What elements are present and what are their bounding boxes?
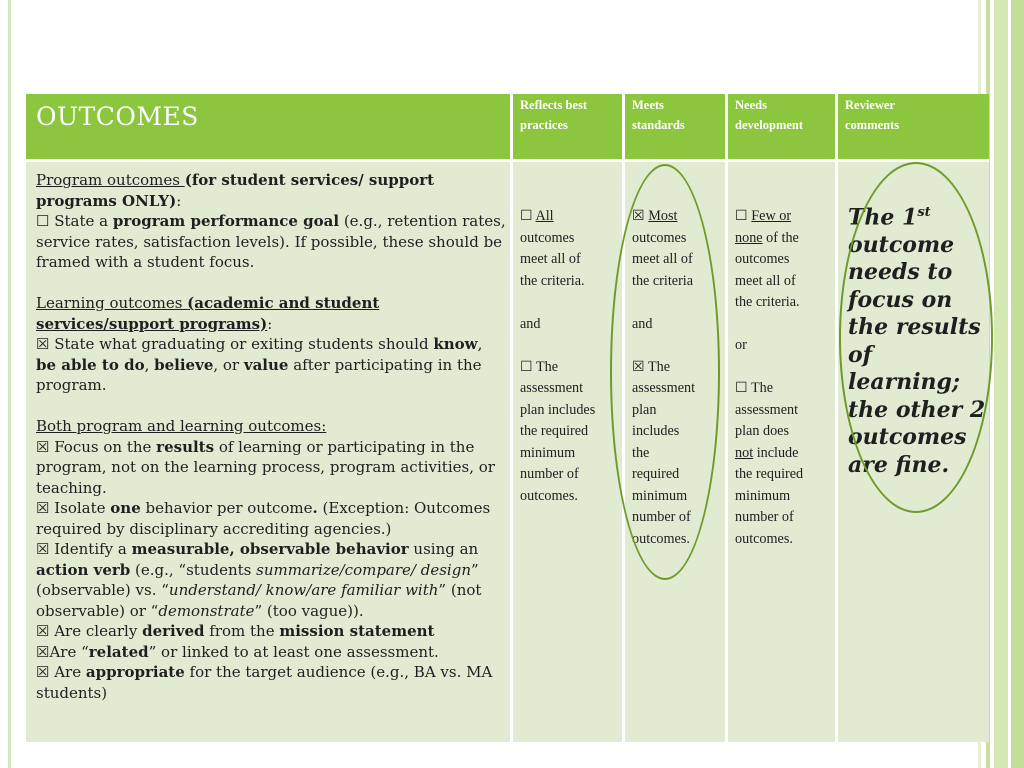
header-outcomes-label: OUTCOMES xyxy=(36,102,199,131)
outcomes-criteria-cell xyxy=(26,162,510,742)
criterion-know-do-believe: ☒ State what graduating or exiting students should know, be able to do, believe, or value after participating in the program. xyxy=(36,335,483,394)
right-decorative-stripe xyxy=(1011,0,1024,768)
checkbox-checked-icon: ☒ xyxy=(36,499,50,517)
reviewer-highlight-circle xyxy=(610,164,720,580)
criterion-program-goal: ☐ State a program performance goal (e.g., retention rates, service rates, satisfaction levels). If possible, these should be framed with a student focus. xyxy=(36,212,506,271)
checkbox-checked-icon: ☒ xyxy=(36,663,50,681)
header-reflects-best-practices: Reflects best practices xyxy=(513,94,622,159)
criterion-related-assessment: ☒Are “related” or linked to at least one assessment. xyxy=(36,642,439,661)
reviewer-comment: The 1st outcome needs to focus on the results of learning; the other 2 outcomes are fine. xyxy=(848,204,986,478)
right-decorative-stripe xyxy=(994,0,1008,768)
header-needs-development: Needs development xyxy=(728,94,835,159)
reviewer-comments-cell xyxy=(838,162,989,742)
criterion-focus-results: ☒ Focus on the results of learning or participating in the program, not on the learning process, program activities, or teaching. xyxy=(36,437,495,497)
header-meets-standards: Meets standards xyxy=(625,94,725,159)
reviewer-highlight-circle xyxy=(839,162,993,513)
program-outcomes-heading: Program outcomes (for student services/ support programs ONLY): xyxy=(36,171,435,210)
checkbox-checked-icon: ☒ xyxy=(36,437,50,456)
header-outcomes xyxy=(26,94,510,159)
checkbox-unchecked-icon: ☐ xyxy=(36,212,50,230)
criterion-appropriate-audience: ☒ Are appropriate for the target audience (e.g., BA vs. MA students) xyxy=(36,663,493,702)
checkbox-checked-icon: ☒ xyxy=(36,642,50,661)
criterion-mission-statement: ☒ Are clearly derived from the mission statement xyxy=(36,622,435,640)
meets-standards-cell: ☒ Most outcomes meet all of the criteria and ☒ The assessment plan includes the required minimum number of outcomes. xyxy=(625,162,725,742)
checkbox-unchecked-icon: ☐ xyxy=(520,208,536,224)
reflects-best-practices-cell: ☐ All outcomes meet all of the criteria. and ☐ The assessment plan includes the required minimum number of outcomes. xyxy=(513,162,622,742)
checkbox-unchecked-icon: ☐ xyxy=(735,208,752,224)
checkbox-checked-icon: ☒ xyxy=(632,208,649,224)
learning-outcomes-heading: Learning outcomes (academic and student services/support programs): xyxy=(36,294,380,333)
left-decorative-line xyxy=(8,0,11,768)
checkbox-checked-icon: ☒ xyxy=(36,540,50,558)
criterion-isolate-behavior: ☒ Isolate one behavior per outcome. (Exception: Outcomes required by disciplinary accrediting agencies.) xyxy=(36,499,491,538)
both-outcomes-heading: Both program and learning outcomes: xyxy=(36,417,327,435)
rubric-table xyxy=(26,94,989,742)
needs-development-cell: ☐ Few or none of the outcomes meet all of the criteria. or ☐ The assessment plan does not include the required minimum number of outcomes. xyxy=(728,162,835,742)
checkbox-checked-icon: ☒ xyxy=(36,622,50,640)
checkbox-checked-icon: ☒ xyxy=(36,335,50,353)
header-reviewer-comments: Reviewer comments xyxy=(838,94,989,159)
criterion-measurable-behavior: ☒ Identify a measurable, observable behavior using an action verb (e.g., “students summarize/compare/ design” (observable) vs. “understand/ know/are familiar with” (not observable) or “demonstrate” (too vague)). xyxy=(36,540,482,620)
